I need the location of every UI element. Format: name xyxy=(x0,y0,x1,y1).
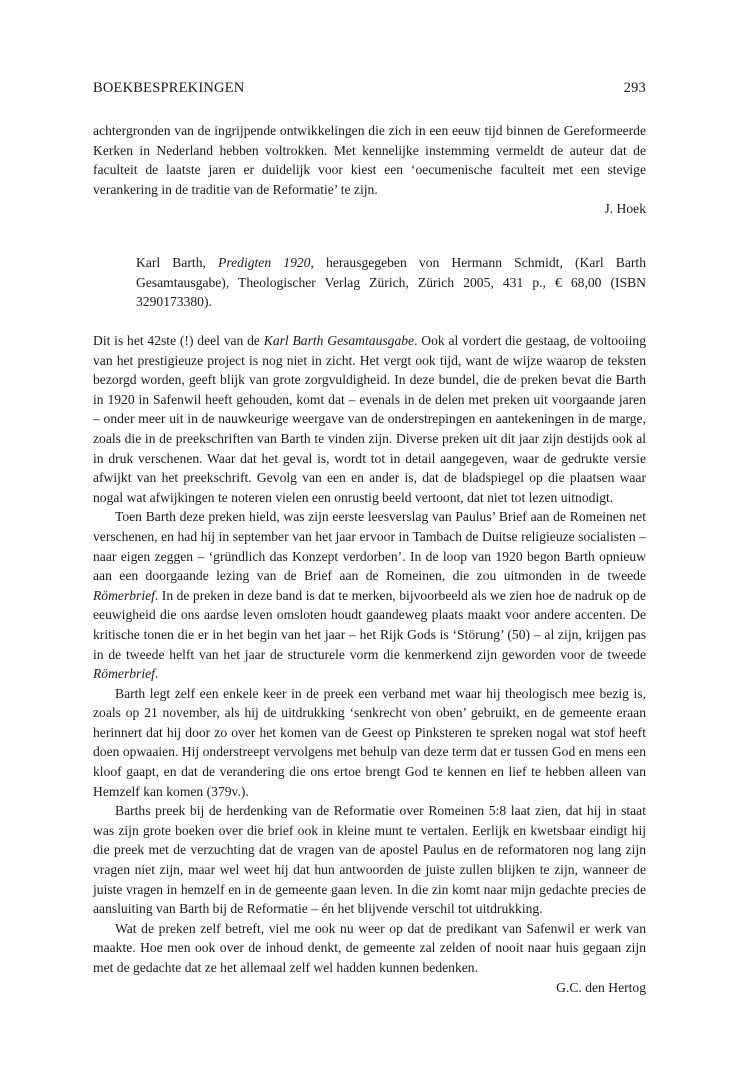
previous-review-ending xyxy=(93,121,646,219)
citation-title: Predigten 1920 xyxy=(218,255,311,270)
review-paragraph-4: Barths preek bij de herdenking van de Reformatie over Romeinen 5:8 laat zien, dat hij in staat was zijn grote boeken over die brief ook in kleine munt te vertalen. Eerlijk en kwetsbaar eindigt hij die preek met de verzuchting dat de vragen van de apostel Paulus en de reformatoren nog lang zijn vragen niet zijn, maar wel weet hij dat hun antwoorden de juiste zullen blijken te zijn, wanneer de juiste vragen in hemzelf en in de gemeente gaan leven. In die zin komt naar mijn gedachte precies de aansluiting van Barth bij de Reformatie – én het blijvende verschil tot uitdrukking. xyxy=(93,803,646,917)
book-citation xyxy=(136,253,646,312)
previous-review-text: achtergronden van de ingrijpende ontwikkelingen die zich in een eeuw tijd binnen de Gereformeerde Kerken in Nederland hebben voltrokken. Met kennelijke instemming vermeldt de auteur dat de faculteit de laatste jaren er duidelijk voor kiest een ‘oecumenische faculteit met een stevige verankering in de traditie van de Reformatie’ te zijn. xyxy=(93,123,646,197)
citation-author: Karl Barth, xyxy=(136,255,219,270)
review-p2-italic-2: Römerbrief xyxy=(93,666,155,682)
review-p2-text-c: . xyxy=(154,666,159,682)
review-paragraph-1 xyxy=(93,331,646,507)
page-number: 293 xyxy=(623,80,646,96)
review-p1-text-b: . Ook al vordert die gestaag, de voltooiing van het prestigieuze project is nog niet in zicht. Het vergt ook tijd, want de wijze waarop de teksten bezorgd worden, geeft blijk van grote zorgvuldigheid. In deze bundel, die de preken bevat die Barth in 1920 in Safenwil heeft gehouden, komt dat – evenals in de delen met preken uit voorgaande jaren – onder meer uit in de nauwkeurige weergave van de onderstrepingen en aantekeningen in de marge, zoals die in de preekschriften van Barth te vinden zijn. Diverse preken uit dit jaar zijn destijds ook al in druk verschenen. Waar dat het geval is, wordt tot in detail aangegeven, waar de gedrukte versie afwijkt van het preekschrift. Gevolg van een en ander is, dat de bladspiegel op die plaatsen waar nogal wat afwijkingen te noteren vielen een onrustig beeld vertoont, dat niet tot lezen uitnodigt. xyxy=(93,333,647,505)
review-p2-italic-1: Römerbrief xyxy=(93,587,155,603)
citation-text xyxy=(136,253,646,312)
header-title: BOEKBESPREKINGEN xyxy=(93,80,245,96)
review-paragraph-2 xyxy=(93,507,646,683)
citation-details: , herausgegeben von Hermann Schmidt, (Karl Barth Gesamtausgabe), Theologischer Verlag Zürich, Zürich 2005, 431 p., € 68,00 (ISBN 3290173380). xyxy=(136,255,647,310)
review-p1-italic: Karl Barth Gesamtausgabe xyxy=(263,333,415,348)
review-signature: G.C. den Hertog xyxy=(556,979,646,995)
previous-review-signature: J. Hoek xyxy=(604,201,646,217)
running-header xyxy=(93,79,646,99)
review-paragraph-5: Wat de preken zelf betreft, viel me ook nu weer op dat de predikant van Safenwil er werk van maakte. Hoe men ook over de inhoud denkt, de gemeente zal zelden of nooit naar huis gegaan zijn met de gedachte dat ze het allemaal zelf wel hadden kunnen bedenken. xyxy=(93,920,646,975)
review-p2-text-b: . In de preken in deze band is dat te merken, bijvoorbeeld als we zien hoe de nadruk op de eeuwigheid die ons aardse leven omsloten houdt gaandeweg plaats maakt voor andere accenten. De kritische tonen die er in het begin van het jaar – het Rijk Gods is ‘Störung’ (50) – al zijn, krijgen pas in de tweede helft van het jaar de structurele vorm die kenmerkend zijn geworden voor de tweede xyxy=(93,587,646,662)
review-body xyxy=(93,331,646,997)
review-p1-text-a: Dit is het 42ste (!) deel van de xyxy=(93,333,264,348)
review-paragraph-3: Barth legt zelf een enkele keer in de preek een verband met waar hij theologisch mee bezig is, zoals op 21 november, als hij de uitdrukking ‘senkrecht von oben’ gebruikt, en de gemeente eraan herinnert dat hij door zo over het komen van de Geest op Pinksteren te spreken nogal wat stof heeft doen opwaaien. Hij onderstreept vervolgens met behulp van deze term dat er tussen God en mens een kloof gaapt, en dat de verandering die ons ertoe brengt God te kennen en lief te hebben alleen van Hemzelf kan komen (379v.). xyxy=(93,685,646,799)
review-p2-text-a: Toen Barth deze preken hield, was zijn eerste leesverslag van Paulus’ Brief aan de Romeinen net verschenen, en had hij in september van het jaar ervoor in Tambach de Duitse religieuze socialisten – naar eigen zeggen – ‘gründlich das Konzept verdorben’. In de loop van 1920 begon Barth opnieuw aan een doorgaande lezing van de Brief aan de Romeinen, die zou uitmonden in de tweede xyxy=(93,509,646,584)
